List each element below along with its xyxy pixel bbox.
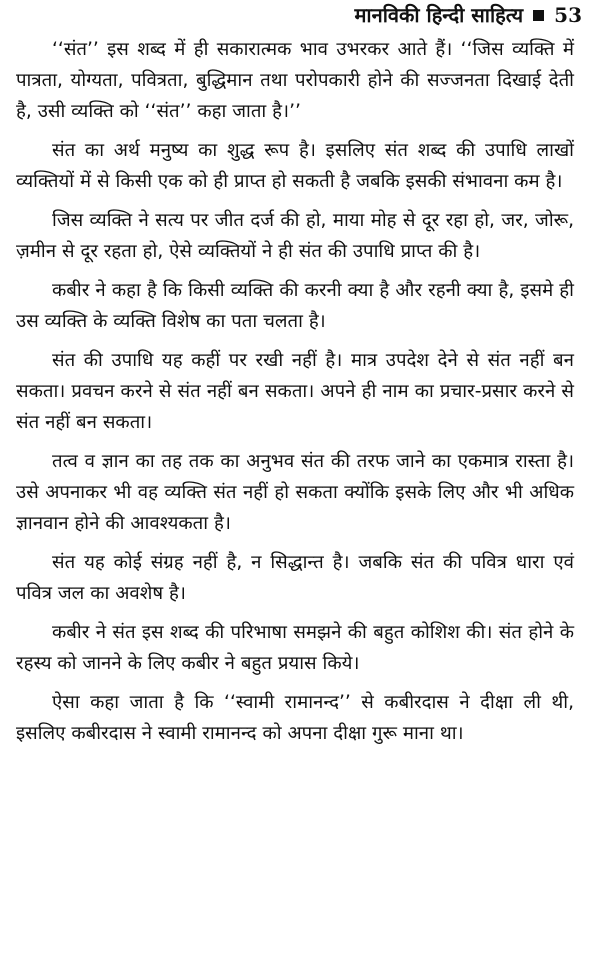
paragraph-5: संत की उपाधि यह कहीं पर रखी नहीं है। मात्र उपदेश देने से संत नहीं बन सकता। प्रवचन करने से संत नहीं बन सकता। अपने ही नाम का प्रचार-प्रसार करने से संत नहीं बन सकता।: [16, 350, 574, 433]
running-header: [354, 0, 582, 30]
paragraph-3: जिस व्यक्ति ने सत्य पर जीत दर्ज की हो, माया मोह से दूर रहा हो, जर, जोरू, ज़मीन से दूर रहता हो, ऐसे व्यक्तियों ने ही संत की उपाधि प्राप्त की है।: [16, 210, 574, 262]
paragraph-7: संत यह कोई संग्रह नहीं है, न सिद्धान्त है। जबकि संत की पवित्र धारा एवं पवित्र जल का अवशेष है।: [16, 552, 574, 604]
paragraph-2: संत का अर्थ मनुष्य का शुद्ध रूप है। इसलिए संत शब्द की उपाधि लाखों व्यक्तियों में से किसी एक को ही प्राप्त हो सकती है जबकि इसकी संभावना कम है।: [16, 140, 574, 192]
paragraph-1: ‘‘संत’’ इस शब्द में ही सकारात्मक भाव उभरकर आते हैं। ‘‘जिस व्यक्ति में पात्रता, योग्यता, पवित्रता, बुद्धिमान तथा परोपकारी होने की सज्जनता दिखाई देती है, उसी व्यक्ति को ‘‘संत’’ कहा जाता है।’’: [16, 39, 574, 122]
paragraph-9: ऐसा कहा जाता है कि ‘‘स्वामी रामानन्द’’ से कबीरदास ने दीक्षा ली थी, इसलिए कबीरदास ने स्वामी रामानन्द को अपना दीक्षा गुरू माना था।: [16, 692, 574, 744]
paragraph-8: कबीर ने संत इस शब्द की परिभाषा समझने की बहुत कोशिश की। संत होने के रहस्य को जानने के लिए कबीर ने बहुत प्रयास किये।: [16, 622, 574, 674]
page-body: [16, 34, 574, 757]
paragraph-6: तत्व व ज्ञान का तह तक का अनुभव संत की तरफ जाने का एकमात्र रास्ता है। उसे अपनाकर भी वह व्यक्ति संत नहीं हो सकता क्योंकि इसके लिए और भी अधिक ज्ञानवान होने की आवश्यकता है।: [16, 451, 574, 534]
page-number: 53: [554, 3, 582, 27]
book-title: मानविकी हिन्दी साहित्य: [354, 3, 524, 27]
paragraph-4: कबीर ने कहा है कि किसी व्यक्ति की करनी क्या है और रहनी क्या है, इसमे ही उस व्यक्ति के व्यक्ति विशेष का पता चलता है।: [16, 280, 574, 332]
square-bullet-icon: [533, 10, 544, 21]
